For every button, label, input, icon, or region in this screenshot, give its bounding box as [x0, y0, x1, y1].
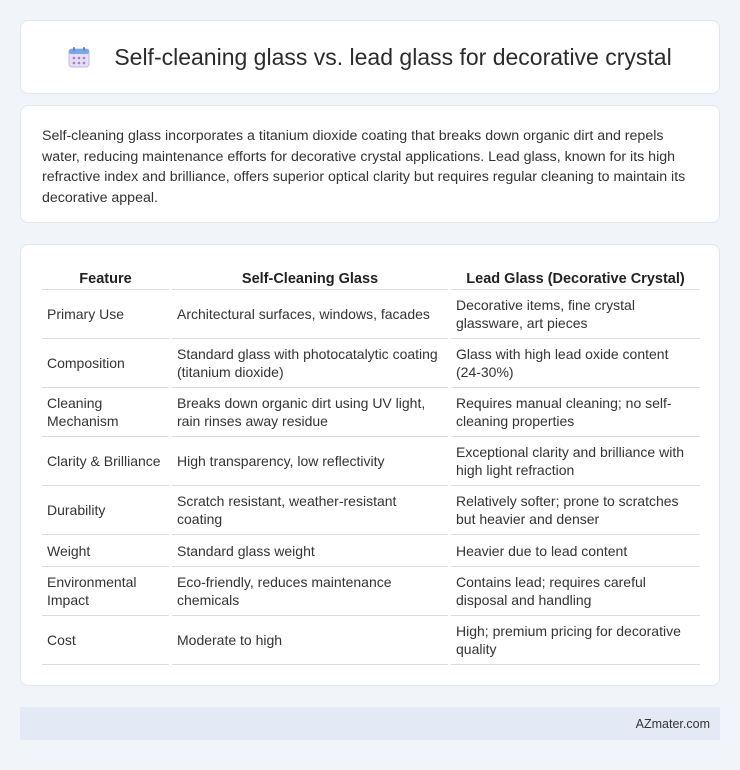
row-self-cleaning: High transparency, low reflectivity	[172, 437, 448, 486]
row-lead-glass: Relatively softer; prone to scratches but heavier and denser	[451, 486, 700, 535]
row-self-cleaning: Moderate to high	[172, 616, 448, 665]
table-row	[42, 616, 700, 665]
row-self-cleaning: Standard glass with photocatalytic coating (titanium dioxide)	[172, 339, 448, 388]
summary-paragraph: Self-cleaning glass incorporates a titanium dioxide coating that breaks down organic dirt and repels water, reducing maintenance efforts for decorative crystal applications. Lead glass, known for its high refractive index and brilliance, offers superior optical clarity but requires regular cleaning to maintain its decorative appeal.	[42, 128, 686, 206]
row-self-cleaning: Standard glass weight	[172, 535, 448, 567]
calendar-icon	[68, 46, 90, 68]
row-lead-glass: Decorative items, fine crystal glassware, art pieces	[451, 290, 700, 339]
row-feature: Durability	[42, 486, 169, 535]
row-lead-glass: Contains lead; requires careful disposal and handling	[451, 567, 700, 616]
row-feature: Cost	[42, 616, 169, 665]
row-lead-glass: Glass with high lead oxide content (24-30%)	[451, 339, 700, 388]
comparison-table	[39, 265, 703, 665]
table-header-row	[42, 265, 700, 290]
header-feature: Feature	[42, 265, 169, 290]
row-self-cleaning: Scratch resistant, weather-resistant coating	[172, 486, 448, 535]
row-lead-glass: Requires manual cleaning; no self-cleaning properties	[451, 388, 700, 437]
table-row	[42, 567, 700, 616]
footer-brand: AZmater.com	[635, 716, 710, 731]
row-feature: Primary Use	[42, 290, 169, 339]
row-lead-glass: Exceptional clarity and brilliance with high light refraction	[451, 437, 700, 486]
row-self-cleaning: Breaks down organic dirt using UV light, rain rinses away residue	[172, 388, 448, 437]
row-lead-glass: High; premium pricing for decorative quality	[451, 616, 700, 665]
table-row	[42, 290, 700, 339]
row-feature: Weight	[42, 535, 169, 567]
row-feature: Composition	[42, 339, 169, 388]
title-card	[20, 20, 720, 94]
table-row	[42, 388, 700, 437]
table-row	[42, 535, 700, 567]
row-feature: Clarity & Brilliance	[42, 437, 169, 486]
row-lead-glass: Heavier due to lead content	[451, 535, 700, 567]
header-self-cleaning-glass: Self-Cleaning Glass	[172, 265, 448, 290]
header-lead-glass: Lead Glass (Decorative Crystal)	[451, 265, 700, 290]
table-row	[42, 339, 700, 388]
row-feature: Environmental Impact	[42, 567, 169, 616]
row-self-cleaning: Eco-friendly, reduces maintenance chemicals	[172, 567, 448, 616]
page-title: Self-cleaning glass vs. lead glass for decorative crystal	[114, 43, 672, 70]
row-feature: Cleaning Mechanism	[42, 388, 169, 437]
table-row	[42, 437, 700, 486]
footer-bar	[20, 707, 720, 740]
summary-card	[20, 105, 720, 223]
row-self-cleaning: Architectural surfaces, windows, facades	[172, 290, 448, 339]
comparison-table-card	[20, 244, 720, 686]
table-row	[42, 486, 700, 535]
